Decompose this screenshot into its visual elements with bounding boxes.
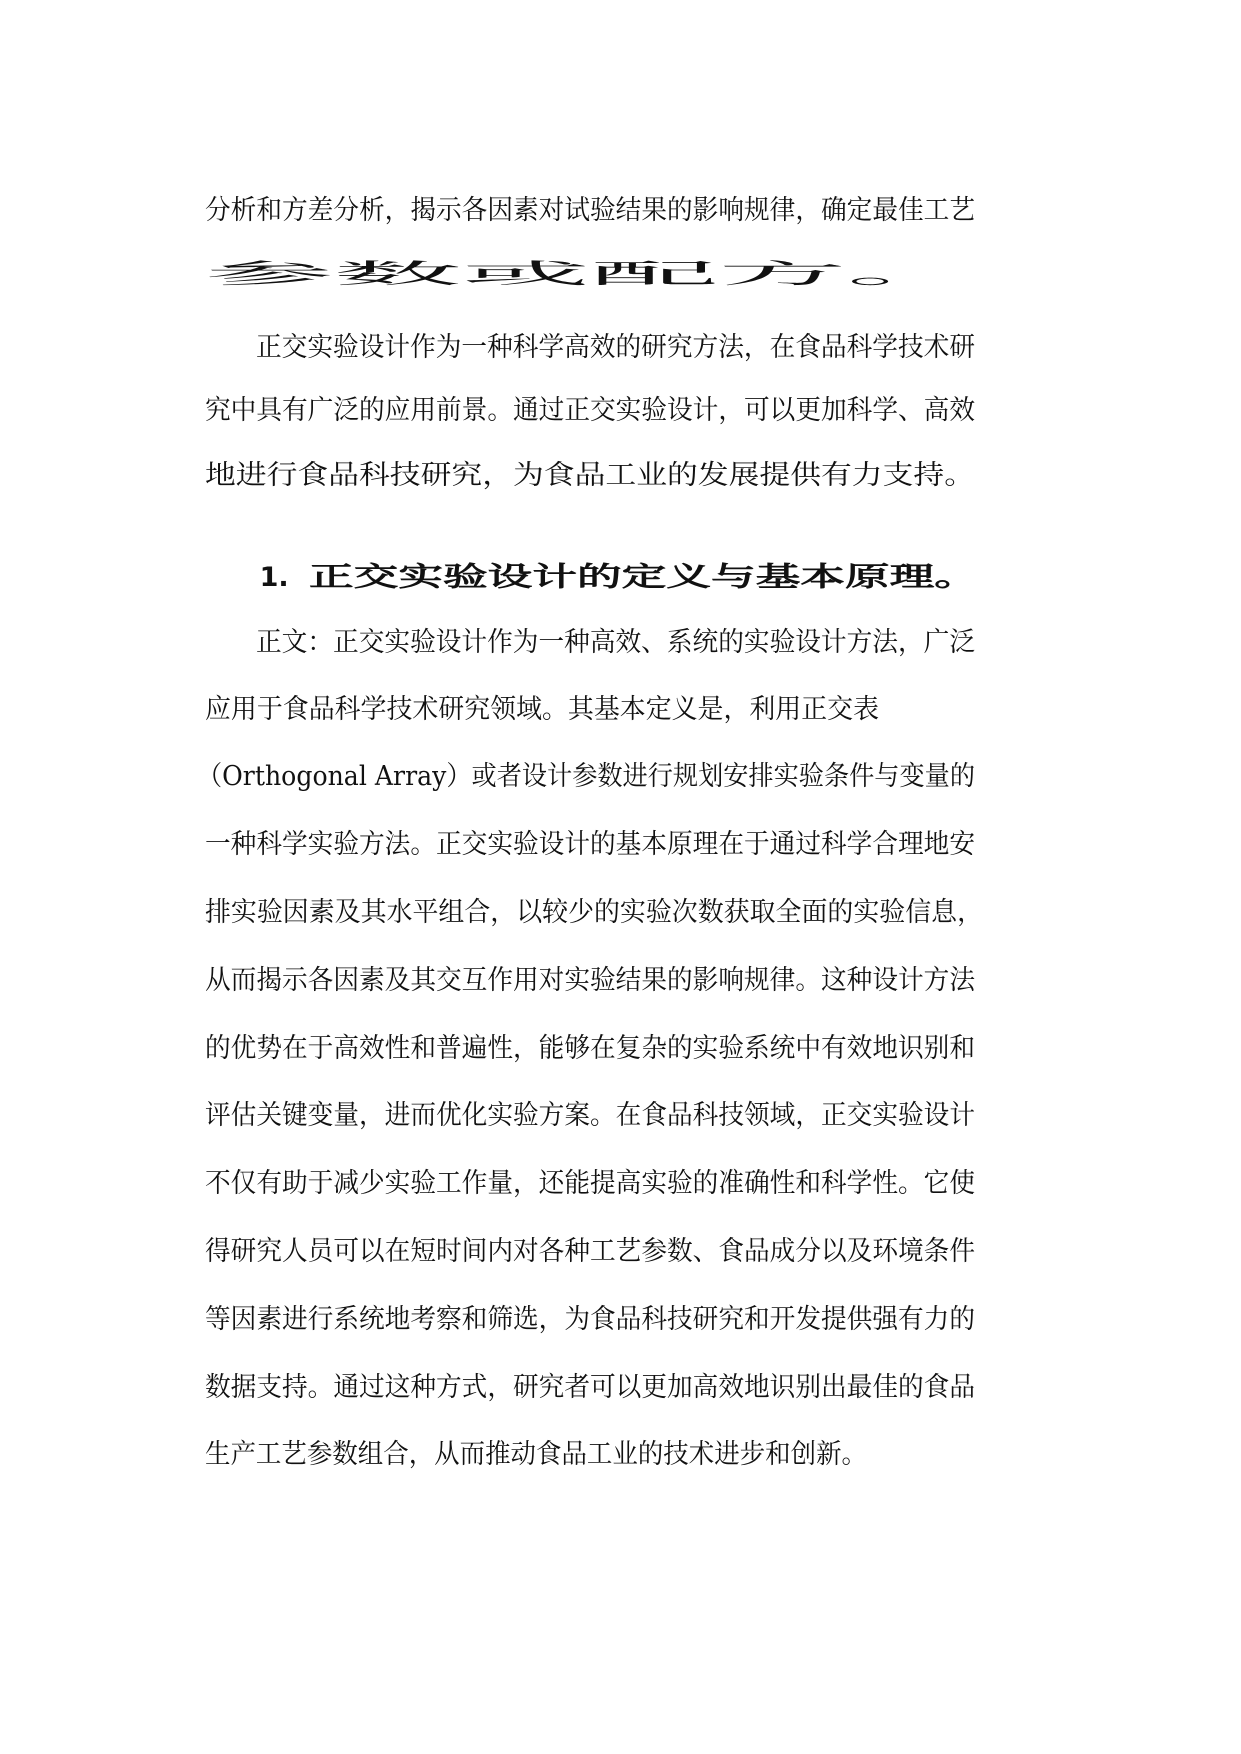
text-line-content: 不仅有助于减少实验工作量，还能提高实验的准确性和科学性。它使	[205, 1168, 976, 1199]
text-line	[171, 626, 880, 725]
section-heading-title: 正交实验设计的定义与基本原理。	[308, 562, 979, 593]
text-line-content: 数据支持。通过这种方式，研究者可以更加高效地识别出最佳的食品	[205, 1372, 976, 1403]
text-line-content: 等因素进行系统地考察和筛选，为食品科技研究和开发提供强有力的	[205, 1304, 976, 1335]
text-line	[171, 327, 976, 426]
text-line	[171, 829, 984, 928]
text-line	[222, 559, 976, 658]
text-line-content: 究中具有广泛的应用前景。通过正交实验设计，可以更加科学、高效	[205, 395, 976, 426]
text-line-content: （Orthogonal Array）或者设计参数进行规划安排实验条件与变量的	[197, 761, 976, 792]
text-line-content: 分析和方差分析，揭示各因素对试验结果的影响规律，确定最佳工艺	[205, 195, 976, 226]
text-line-content: 评估关键变量，进而优化实验方案。在食品科技领域，正交实验设计	[205, 1100, 976, 1131]
section-heading	[222, 494, 979, 593]
text-line-content: 得研究人员可以在短时间内对各种工艺参数、食品成分以及环境条件	[205, 1236, 976, 1267]
text-line-content: 生产工艺参数组合，从而推动食品工业的技术进步和创新。	[205, 1439, 868, 1470]
text-line-content: 应用于食品科学技术研究领域。其基本定义是，利用正交表	[205, 694, 880, 725]
text-line-content: 一种科学实验方法。正交实验设计的基本原理在于通过科学合理地安	[205, 829, 976, 860]
text-line	[171, 1304, 976, 1403]
text-line	[171, 1032, 976, 1131]
text-line-content: 从而揭示各因素及其交互作用对实验结果的影响规律。这种设计方法	[205, 965, 976, 996]
text-line	[171, 191, 976, 290]
text-line-content: 参数或配方。	[205, 259, 976, 290]
text-line	[163, 693, 976, 792]
text-line-content: 正文：正交实验设计作为一种高效、系统的实验设计方法，广泛	[256, 627, 976, 658]
text-line-content: 正交实验设计作为一种科学高效的研究方法，在食品科学技术研	[256, 332, 976, 363]
text-line	[171, 897, 976, 996]
text-line	[171, 965, 976, 1064]
text-line-content: 排实验因素及其水平组合，以较少的实验次数获取全面的实验信息，	[205, 897, 984, 928]
text-line	[171, 392, 976, 491]
text-line	[171, 761, 976, 860]
text-line	[171, 127, 976, 226]
text-line	[171, 1168, 976, 1267]
text-line	[171, 1100, 976, 1199]
text-line-content: 地进行食品科技研究，为食品工业的发展提供有力支持。	[205, 460, 976, 491]
text-line	[171, 1371, 868, 1470]
text-line-content: 的优势在于高效性和普遍性，能够在复杂的实验系统中有效地识别和	[205, 1033, 976, 1064]
section-heading-number: 1.	[259, 562, 289, 593]
text-line	[222, 264, 976, 363]
text-line	[171, 1236, 976, 1335]
